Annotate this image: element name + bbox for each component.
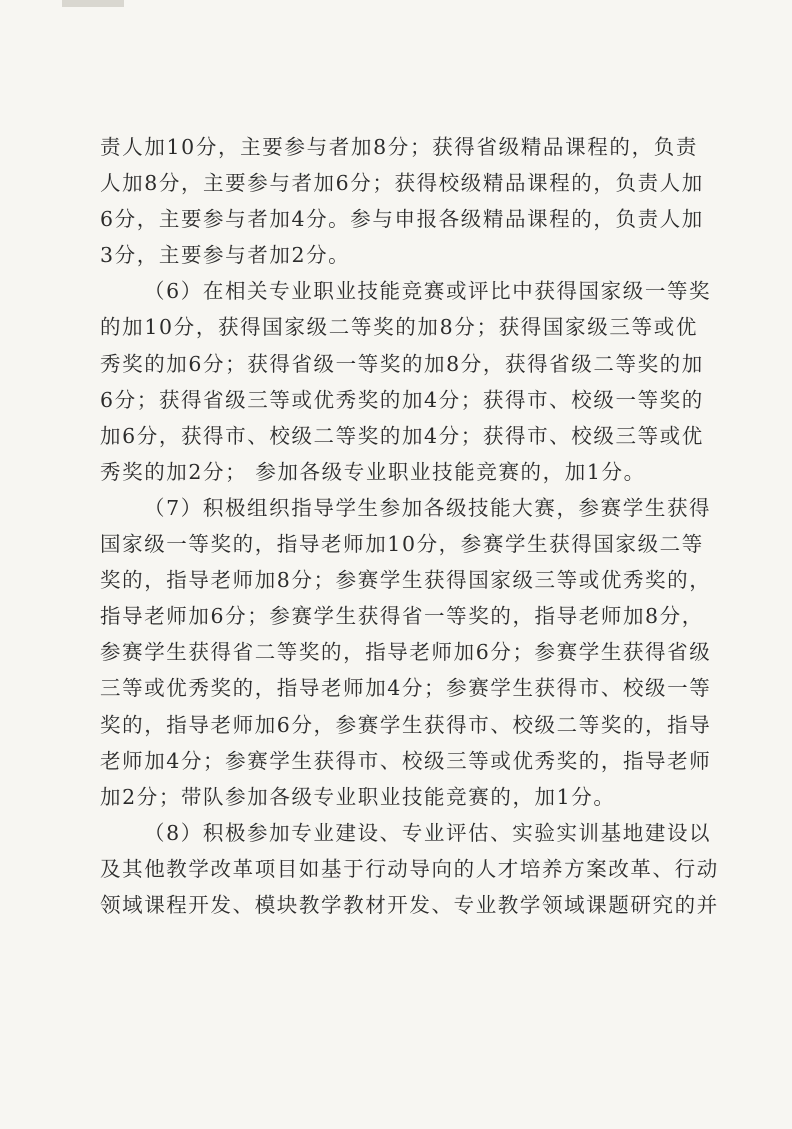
paragraph-item-7: [100, 490, 712, 815]
paragraph-item-6: [100, 273, 712, 490]
paragraph-item-8: [100, 815, 719, 923]
text-line: 老师加4分；参赛学生获得市、校级三等或优秀奖的，指导老师: [100, 748, 712, 773]
text-line: （8）积极参加专业建设、专业评估、实验实训基地建设以: [144, 820, 712, 845]
text-line: （7）积极组织指导学生参加各级技能大赛，参赛学生获得: [144, 495, 712, 520]
text-line: 秀奖的加2分； 参加各级专业职业技能竞赛的，加1分。: [100, 459, 646, 484]
text-line: 奖的，指导老师加8分；参赛学生获得国家级三等或优秀奖的，: [100, 568, 712, 593]
text-line: 6分；获得省级三等或优秀奖的加4分；获得市、校级一等奖的: [100, 387, 704, 412]
document-body: [100, 129, 719, 923]
text-line: 加6分，获得市、校级二等奖的加4分；获得市、校级三等或优: [100, 423, 704, 448]
text-line: 加2分；带队参加各级专业职业技能竞赛的，加1分。: [100, 784, 616, 809]
text-line: 人加8分，主要参与者加6分；获得校级精品课程的，负责人加: [100, 171, 704, 196]
text-line: 领域课程开发、模块教学教材开发、专业教学领域课题研究的并: [100, 892, 719, 917]
text-line: 国家级一等奖的，指导老师加10分，参赛学生获得国家级二等: [100, 532, 704, 557]
text-line: 6分，主要参与者加4分。参与申报各级精品课程的，负责人加: [100, 207, 704, 232]
scan-corner-mark: [62, 0, 124, 7]
paragraph-continuation-courses: [100, 129, 704, 273]
text-line: 责人加10分，主要参与者加8分；获得省级精品课程的，负责: [100, 135, 698, 159]
text-line: 三等或优秀奖的，指导老师加4分；参赛学生获得市、校级一等: [100, 676, 712, 701]
text-line: 参赛学生获得省二等奖的，指导老师加6分；参赛学生获得省级: [100, 640, 712, 665]
text-line: 奖的，指导老师加6分，参赛学生获得市、校级二等奖的，指导: [100, 712, 712, 737]
text-line: 及其他教学改革项目如基于行动导向的人才培养方案改革、行动: [100, 856, 719, 881]
text-line: 秀奖的加6分；获得省级一等奖的加8分，获得省级二等奖的加: [100, 351, 704, 376]
text-line: 3分，主要参与者加2分。: [100, 243, 351, 268]
text-line: 的加10分，获得国家级二等奖的加8分；获得国家级三等或优: [100, 315, 698, 340]
text-line: 指导老师加6分；参赛学生获得省一等奖的，指导老师加8分，: [100, 604, 704, 629]
text-line: （6）在相关专业职业技能竞赛或评比中获得国家级一等奖: [144, 279, 712, 304]
